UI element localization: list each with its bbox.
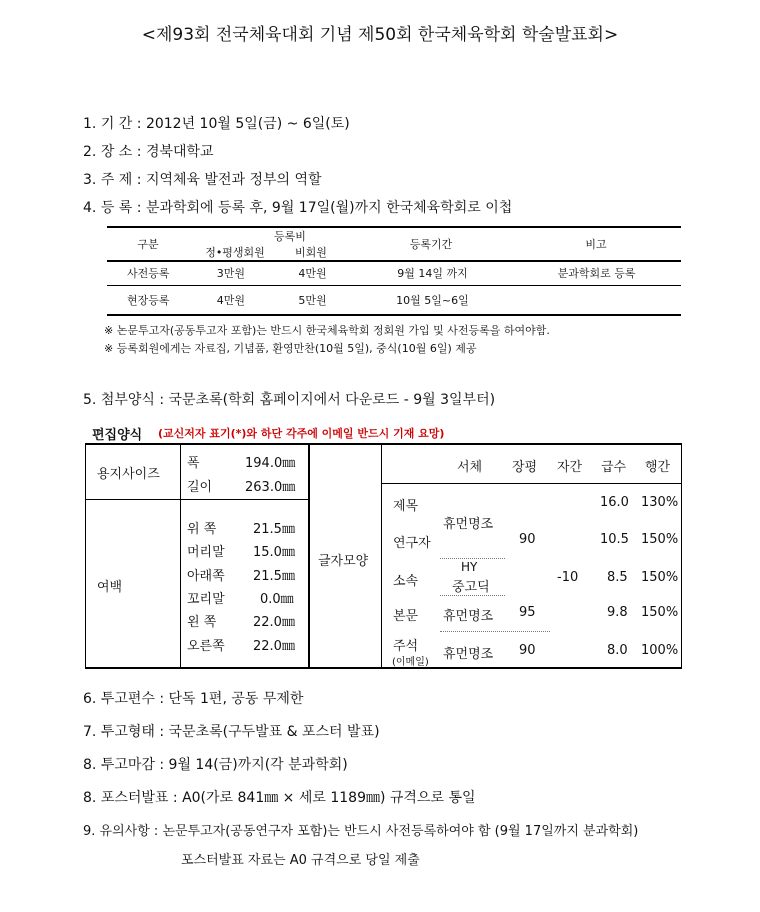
registration-table [107,226,681,262]
font-row-title: 제목 [393,499,419,514]
font-label: 글자모양 [318,554,369,569]
info-item-caution: 9. 유의사항 : 논문투고자(공동연구자 포함)는 반드시 사전등록하여야 함 (9월 17일까지 분과학회) [83,824,639,839]
font-row-footnote-size: 8.0 [607,643,628,658]
margin-bottom-name: 아래쪽 [187,569,225,584]
info-item-caution-line2: 포스터발표 자료는 A0 규격으로 당일 제출 [181,853,420,868]
font-row-affiliation-leading: 150% [641,570,679,585]
font-row-author-size: 10.5 [600,532,629,547]
page-title: <제93회 전국체육대회 기념 제50회 한국체육학회 학술발표회> [141,25,619,45]
info-item-theme: 3. 주 제 : 지역체육 발전과 정부의 역할 [83,172,322,188]
font-header-size: 급수 [601,460,627,475]
width-value-90: 90 [519,532,536,547]
font-row-title-leading: 130% [641,495,679,510]
note-line: ※ 논문투고자(공동투고자 포함)는 반드시 한국체육학회 정회원 가입 및 사전등록을 하여야함. [104,324,550,337]
font-value-humanmyeongjo: 휴먼명조 [443,517,494,532]
edit-format-label: 편집양식 [92,428,143,443]
header-remark: 비고 [511,227,681,261]
info-item-deadline: 8. 투고마감 : 9월 14(금)까지(각 분과학회) [83,757,348,773]
header-period: 등록기간 [351,227,511,261]
margin-label: 여백 [97,580,123,595]
paper-size-label: 용지사이즈 [97,467,160,482]
font-row-body: 본문 [393,609,419,624]
header-fee: 등록비 정•평생회원 비회원 [189,227,351,261]
info-item-venue: 2. 장 소 : 경북대학교 [83,144,214,160]
paper-height-name: 길이 [187,480,213,495]
margin-header-name: 머리말 [187,545,225,560]
font-value-body: 휴먼명조 [443,609,494,624]
font-row-body-leading: 150% [641,605,679,620]
info-item-poster: 8. 포스터발표 : A0(가로 841㎜ × 세로 1189㎜) 규격으로 통일 [83,790,476,806]
info-item-count: 6. 투고편수 : 단독 1편, 공동 무제한 [83,691,304,707]
font-value-hy: HY [461,560,478,574]
margin-top-name: 위 쪽 [187,522,217,537]
font-row-body-size: 9.8 [607,605,628,620]
spacing-value: -10 [557,570,579,585]
margin-header-value: 15.0㎜ [253,545,295,560]
font-header-width: 장평 [512,460,538,475]
font-row-title-size: 16.0 [600,495,629,510]
edit-format-note: (교신저자 표기(*)와 하단 각주에 이메일 반드시 기재 요망) [158,427,445,440]
margin-right-name: 오른쪽 [187,639,225,654]
width-value-footnote: 90 [519,643,536,658]
font-row-footnote-leading: 100% [641,643,679,658]
font-header-leading: 행간 [645,460,671,475]
header-division: 구분 [107,227,189,261]
margin-top-value: 21.5㎜ [253,522,295,537]
info-item-attachment: 5. 첨부양식 : 국문초록(학회 홈페이지에서 다운로드 - 9월 3일부터) [83,392,496,408]
registration-rows [107,261,681,316]
paper-width-name: 폭 [187,456,200,471]
info-item-period: 1. 기 간 : 2012년 10월 5일(금) ~ 6일(토) [83,116,350,132]
font-row-affiliation-size: 8.5 [607,570,628,585]
paper-width-value: 194.0㎜ [245,456,296,471]
font-value-footnote: 휴먼명조 [443,647,494,662]
margin-left-value: 22.0㎜ [253,615,295,630]
info-item-registration: 4. 등 록 : 분과학회에 등록 후, 9월 17일(월)까지 한국체육학회로 이첩 [83,200,513,216]
note-line: ※ 등록회원에게는 자료집, 기념품, 환영만찬(10월 5일), 중식(10월 6일) 제공 [104,342,477,355]
font-row-affiliation: 소속 [393,574,419,589]
font-row-footnote: 주석 [393,639,419,654]
info-item-type: 7. 투고형태 : 국문초록(구두발표 & 포스터 발표) [83,724,380,740]
font-header-spacing: 자간 [557,460,583,475]
font-header-font: 서체 [457,460,483,475]
font-row-author: 연구자 [393,536,431,551]
margin-footer-value: 0.0㎜ [260,592,294,607]
font-value-junggothic: 중고딕 [452,580,490,595]
font-row-footnote-sub: (이메일) [392,657,429,668]
margin-footer-name: 꼬리말 [187,592,225,607]
table-row: 현장등록 4만원 5만원 10월 5일~6일 [107,286,681,316]
paper-height-value: 263.0㎜ [245,480,296,495]
font-row-author-leading: 150% [641,532,679,547]
margin-right-value: 22.0㎜ [253,639,295,654]
table-row: 사전등록 3만원 4만원 9월 14일 까지 분과학회로 등록 [107,261,681,286]
width-value-95: 95 [519,605,536,620]
margin-bottom-value: 21.5㎜ [253,569,295,584]
margin-left-name: 왼 쪽 [187,615,217,630]
